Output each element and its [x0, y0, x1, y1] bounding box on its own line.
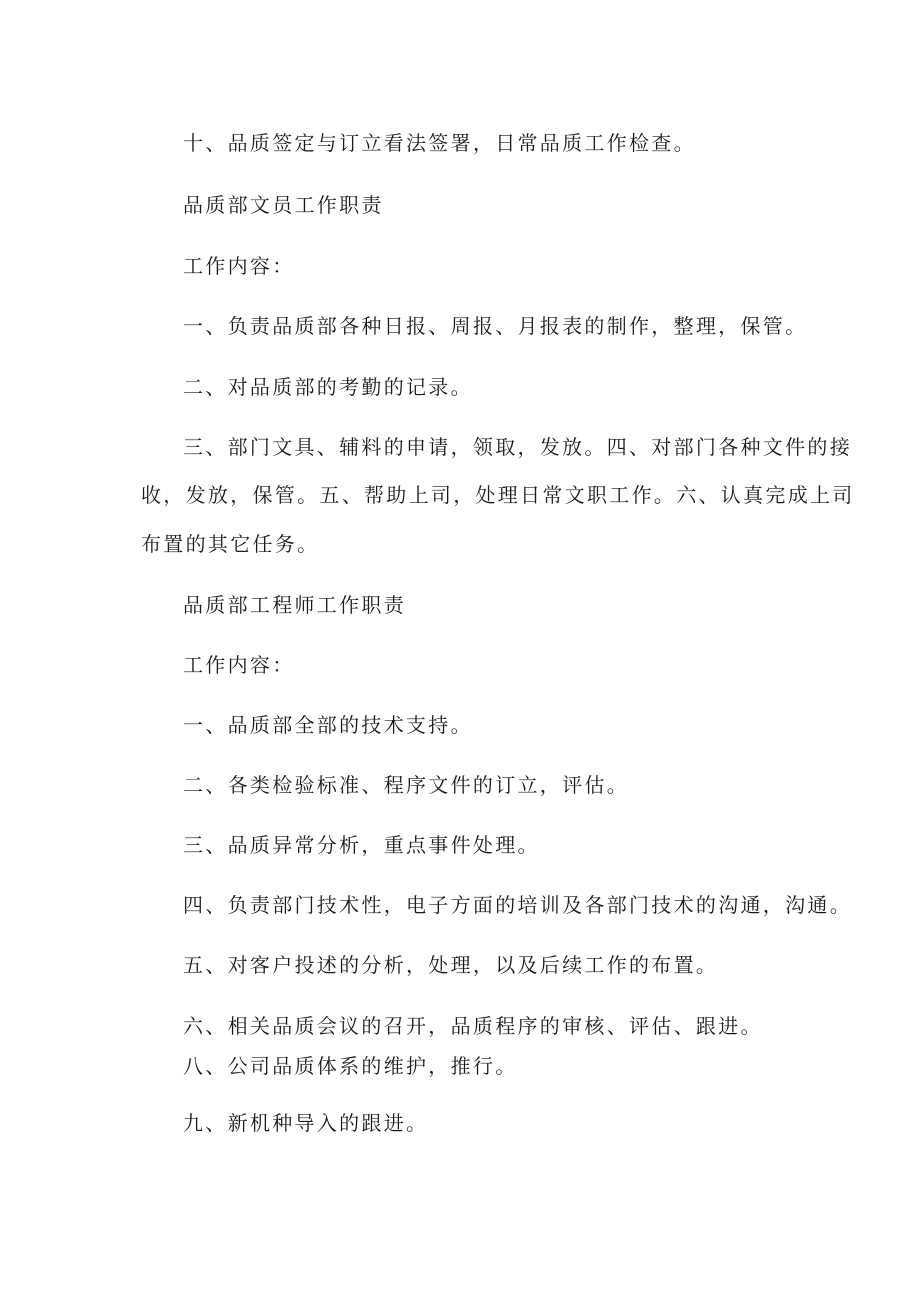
section-heading-engineer-duties: 品质部工程师工作职责 — [183, 593, 406, 617]
clerk-duty-3-line-3: 布置的其它任务。 — [141, 532, 320, 556]
engineer-duty-6: 六、相关品质会议的召开，品质程序的审核、评估、跟进。 — [183, 1014, 763, 1038]
engineer-duty-8: 八、公司品质体系的维护，推行。 — [183, 1054, 518, 1078]
work-content-label: 工作内容： — [183, 254, 295, 278]
engineer-duty-4: 四、负责部门技术性，电子方面的培训及各部门技术的沟通，沟通。 — [183, 893, 852, 917]
paragraph-item-10-quality-signoff: 十、品质签定与订立看法签署，日常品质工作检查。 — [183, 131, 696, 155]
section-heading-clerk-duties: 品质部文员工作职责 — [183, 193, 384, 217]
clerk-duty-3-line-2: 收，发放，保管。五、帮助上司，处理日常文职工作。六、认真完成上司 — [141, 483, 855, 507]
engineer-duty-3: 三、品质异常分析，重点事件处理。 — [183, 833, 540, 857]
clerk-duty-2: 二、对品质部的考勤的记录。 — [183, 375, 473, 399]
engineer-duty-9: 九、新机种导入的跟进。 — [183, 1111, 429, 1135]
clerk-duty-3-line-1: 三、部门文具、辅料的申请，领取，发放。四、对部门各种文件的接 — [183, 435, 852, 459]
engineer-duty-1: 一、品质部全部的技术支持。 — [183, 713, 473, 737]
engineer-duty-5: 五、对客户投述的分析，处理，以及后续工作的布置。 — [183, 953, 719, 977]
clerk-duty-1: 一、负责品质部各种日报、周报、月报表的制作，整理，保管。 — [183, 314, 808, 338]
engineer-duty-2: 二、各类检验标准、程序文件的订立，评估。 — [183, 773, 629, 797]
work-content-label: 工作内容： — [183, 653, 295, 677]
